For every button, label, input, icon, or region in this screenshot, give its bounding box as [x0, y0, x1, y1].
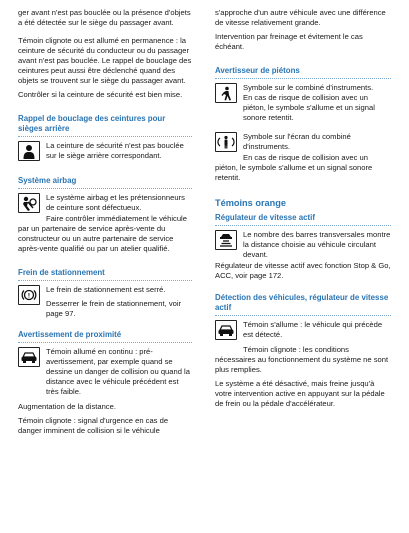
paragraph: Intervention par freinage et évitement le cas échéant. — [215, 32, 363, 51]
pedestrian-screen-text-2: En cas de risque de collision avec un piéton, le symbole s'allume et un signal sonore retentit. — [215, 153, 373, 182]
proximity-item — [18, 347, 192, 397]
section-heading-parking-brake: Frein de stationnement — [18, 268, 192, 281]
rear-belt-item — [18, 141, 192, 161]
cruise-control-item — [215, 230, 391, 260]
section-heading-proximity: Avertissement de proximité — [18, 330, 192, 343]
proximity-text: Témoin allumé en continu : pré-avertissement, par exemple quand se dessine un danger de collision ou quand la distance avec le véhicule précédent est très faible. — [46, 347, 190, 396]
car-warning-icon — [18, 347, 40, 367]
section-heading-airbag: Système airbag — [18, 176, 192, 189]
section-heading-cruise-control: Régulateur de vitesse actif — [215, 213, 391, 226]
paragraph: Contrôler si la ceinture de sécurité est bien mise. — [18, 90, 183, 99]
brake-text: Le frein de stationnement est serré. — [46, 285, 166, 294]
section-heading-vehicle-detection: Détection des véhicules, régulateur de vitesse actif — [215, 293, 391, 316]
paragraph: s'approche d'un autre véhicule avec une différence de vitesse relativement grande. — [215, 8, 386, 27]
paragraph: Témoin clignote : signal d'urgence en cas de danger imminent de collision si le véhicule — [18, 416, 169, 435]
airbag-icon — [18, 193, 40, 213]
detection-text-2: Témoin clignote : les conditions nécessaires au fonctionnement du système ne sont plus remplies. — [215, 345, 389, 374]
parking-brake-item — [18, 285, 192, 319]
airbag-text: Le système airbag et les prétensionneurs de ceinture sont défectueux. — [46, 193, 185, 212]
pedestrian-item-2 — [215, 132, 391, 152]
airbag-item — [18, 193, 192, 213]
pedestrian-screen-text-1: Symbole sur l'écran du combiné d'instruments. — [243, 132, 351, 151]
paragraph: ger avant n'est pas bouclée ou la présence d'objets a été détectée sur le siège du passager avant. — [18, 8, 191, 27]
paragraph: Témoin clignote ou est allumé en permanence : la ceinture de sécurité du conducteur ou du passager avant n'est pas bouclée. Le rappel de bouclage des ceintures peut aussi être déclenché quand des objets se trouvent sur le siège du passager avant. — [18, 36, 192, 85]
vehicle-detection-item — [215, 320, 391, 340]
paragraph: Régulateur de vitesse actif avec fonction Stop & Go, ACC, voir page 172. — [215, 261, 391, 280]
car-icon — [215, 320, 237, 340]
section-heading-rear-belt: Rappel de bouclage des ceintures pour sièges arrière — [18, 114, 192, 137]
pedestrian-warning-icon — [215, 132, 237, 152]
brake-text-2: Desserrer le frein de stationnement, voir page 97. — [46, 299, 182, 318]
svg-text:!: ! — [27, 292, 31, 300]
pedestrian-text-1: Symbole sur le combiné d'instruments. — [243, 83, 374, 92]
rear-belt-text: La ceinture de sécurité n'est pas bouclée sur le siège arrière correspondant. — [46, 141, 184, 160]
parking-brake-icon — [18, 285, 40, 305]
distance-bars-icon — [215, 230, 237, 250]
pedestrian-text-2: En cas de risque de collision avec un piéton, le symbole s'allume et un signal sonore retentit. — [243, 93, 375, 122]
pedestrian-item-1 — [215, 83, 391, 123]
paragraph: Le système a été désactivé, mais freine jusqu'à votre intervention active en appuyant sur la pédale de frein ou la pédale d'accélérateur. — [215, 379, 385, 408]
paragraph: Faire contrôler immédiatement le véhicule par un partenaire de service après-vente du constructeur ou un autre partenaire de service après-vente qualifié ou par un atelier qualifié. — [18, 214, 187, 253]
left-column — [18, 8, 192, 436]
section-heading-orange-lights: Témoins orange — [215, 198, 286, 208]
right-column — [215, 8, 391, 409]
rear-seatbelt-icon — [18, 141, 40, 161]
detection-text-1: Témoin s'allume : le véhicule qui précède est détecté. — [243, 320, 383, 339]
cruise-control-text: Le nombre des barres transversales montre la distance choisie au véhicule circulant devant. — [243, 230, 391, 259]
paragraph: Augmentation de la distance. — [18, 402, 116, 411]
section-heading-pedestrian: Avertisseur de piétons — [215, 66, 391, 79]
